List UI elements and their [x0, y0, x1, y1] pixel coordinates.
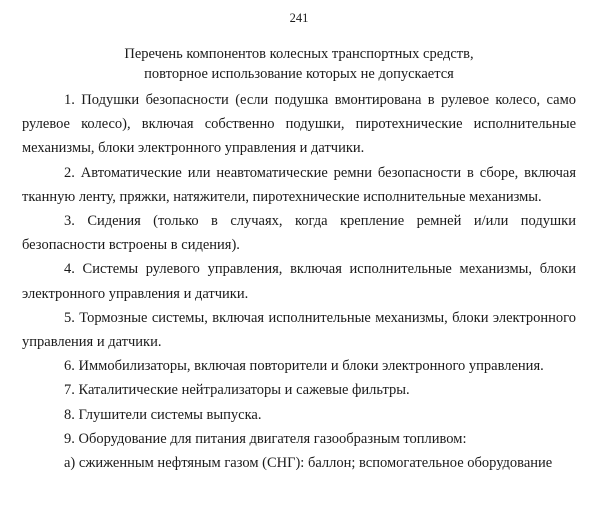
list-item: 7. Каталитические нейтрализаторы и сажевые фильтры. — [64, 382, 410, 399]
list-item: 4. Системы рулевого управления, включая исполнительные механизмы, блоки электронного управления и датчики. — [22, 261, 576, 302]
page-number: 241 — [289, 11, 309, 25]
component-list — [22, 88, 576, 475]
document-title — [22, 44, 576, 84]
list-item: 9. Оборудование для питания двигателя газообразным топливом: — [64, 430, 467, 447]
list-item: 8. Глушители системы выпуска. — [64, 406, 262, 423]
list-item: 6. Иммобилизаторы, включая повторители и блоки электронного управления. — [64, 358, 544, 375]
list-item: 5. Тормозные системы, включая исполнительные механизмы, блоки электронного управления и датчики. — [22, 309, 576, 351]
list-item: 3. Сидения (только в случаях, когда крепление ремней и/или подушки безопасности встроены в сидения). — [22, 213, 576, 254]
title-line-2: повторное использование которых не допускается — [144, 66, 454, 82]
list-item: 2. Автоматические или неавтоматические ремни безопасности в сборе, включая тканную ленту, пряжки, натяжители, пиротехнические исполнительные механизмы. — [22, 164, 576, 205]
title-line-1: Перечень компонентов колесных транспортных средств, — [124, 46, 474, 62]
list-item: а) сжиженным нефтяным газом (СНГ): баллон; вспомогательное оборудование — [64, 455, 553, 472]
list-item: 1. Подушки безопасности (если подушка вмонтирована в рулевое колесо, само рулевое колесо), включая собственно подушки, пиротехнические исполнительные механизмы, блоки электронного управления и датчики. — [22, 92, 576, 157]
